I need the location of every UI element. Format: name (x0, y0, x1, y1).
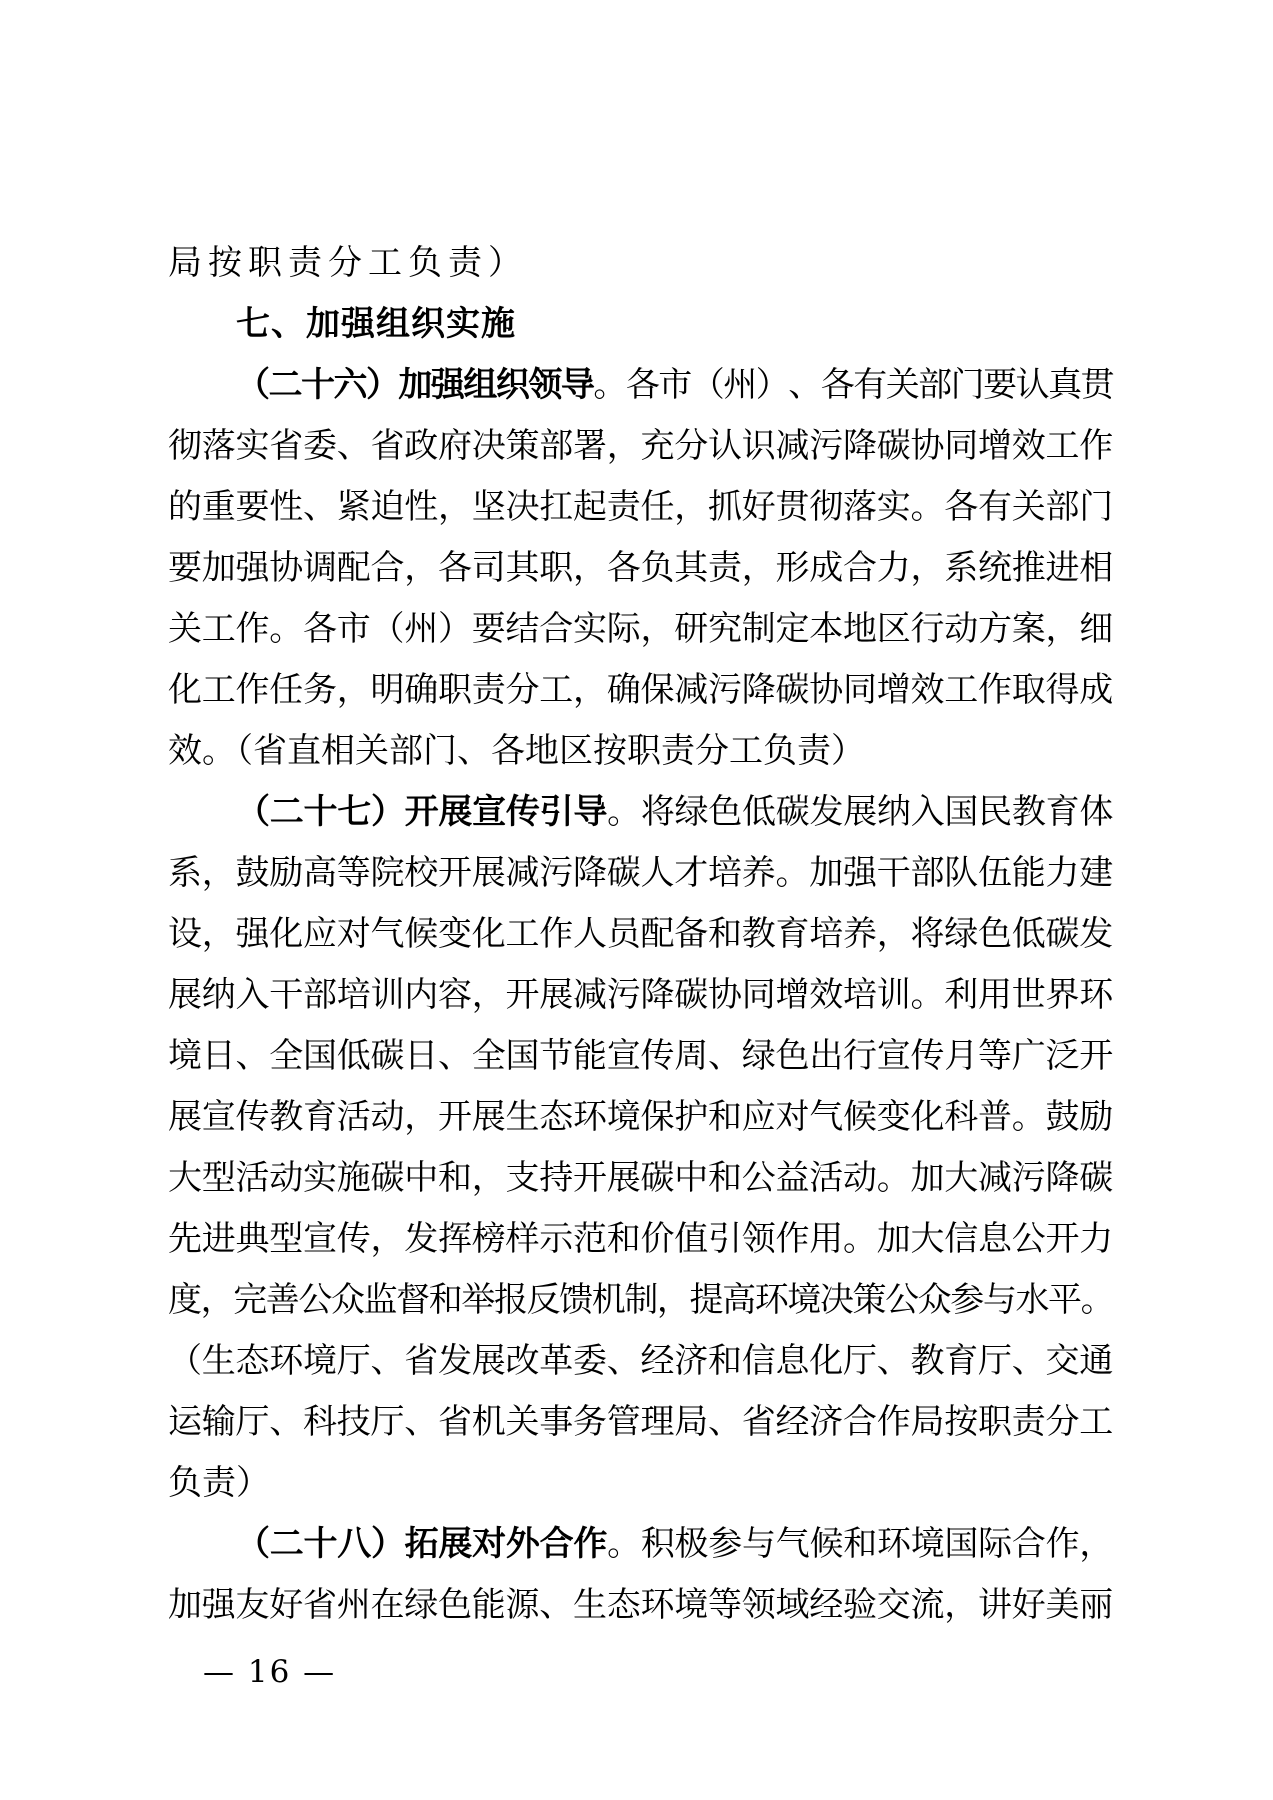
section-heading: 七、加强组织实施 (236, 304, 516, 344)
text-line: （ 二 十 七 ） 开 展 宣 传 引 导 。 将 绿 色 低 碳 发 展 纳 入 国 民 教 育 体 (236, 792, 1114, 832)
text-line: 彻 落 实 省 委 、 省 政 府 决 策 部 署 ， 充 分 认 识 减 污 降 碳 协 同 增 效 工 作 (168, 426, 1114, 466)
text-line: 大 型 活 动 实 施 碳 中 和 ， 支 持 开 展 碳 中 和 公 益 活 动 。 加 大 减 污 降 碳 (168, 1158, 1114, 1198)
text-line: （ 生 态 环 境 厅 、 省 发 展 改 革 委 、 经 济 和 信 息 化 厅 、 教 育 厅 、 交 通 (168, 1341, 1114, 1381)
text-line: 化 工 作 任 务 ， 明 确 职 责 分 工 ， 确 保 减 污 降 碳 协 同 增 效 工 作 取 得 成 (168, 670, 1114, 710)
text-line: 度 ， 完 善 公 众 监 督 和 举 报 反 馈 机 制 ， 提 高 环 境 决 策 公 众 参 与 水 平 。 (168, 1280, 1115, 1320)
text-line: 关 工 作 。 各 市 （ 州 ） 要 结 合 实 际 ， 研 究 制 定 本 地 区 行 动 方 案 ， 细 (168, 609, 1114, 649)
text-line: （ 二 十 八 ） 拓 展 对 外 合 作 。 积 极 参 与 气 候 和 环 境 国 际 合 作 ， (236, 1524, 1114, 1564)
text-line: 效。（省直相关部门、各地区按职责分工负责） (168, 731, 865, 771)
text-line: 系 ， 鼓 励 高 等 院 校 开 展 减 污 降 碳 人 才 培 养 。 加 强 干 部 队 伍 能 力 建 (168, 853, 1114, 893)
page-number: — 16 — (203, 1654, 337, 1690)
text-line: 负责） (168, 1463, 270, 1503)
text-line: 的 重 要 性 、 紧 迫 性 ， 坚 决 扛 起 责 任 ， 抓 好 贯 彻 落 实 。 各 有 关 部 门 (168, 487, 1114, 527)
text-line: 设 ， 强 化 应 对 气 候 变 化 工 作 人 员 配 备 和 教 育 培 养 ， 将 绿 色 低 碳 发 (168, 914, 1114, 954)
text-line: 局按职责分工负责） (168, 243, 528, 283)
text-line: 展 纳 入 干 部 培 训 内 容 ， 开 展 减 污 降 碳 协 同 增 效 培 训 。 利 用 世 界 环 (168, 975, 1114, 1015)
text-block (168, 233, 1113, 1636)
text-line: 境 日 、 全 国 低 碳 日 、 全 国 节 能 宣 传 周 、 绿 色 出 行 宣 传 月 等 广 泛 开 (168, 1036, 1114, 1076)
text-line: 要 加 强 协 调 配 合 ， 各 司 其 职 ， 各 负 其 责 ， 形 成 合 力 ， 系 统 推 进 相 (168, 548, 1114, 588)
text-line: 展 宣 传 教 育 活 动 ， 开 展 生 态 环 境 保 护 和 应 对 气 候 变 化 科 普 。 鼓 励 (168, 1097, 1114, 1137)
text-line: 先 进 典 型 宣 传 ， 发 挥 榜 样 示 范 和 价 值 引 领 作 用 。 加 大 信 息 公 开 力 (168, 1219, 1114, 1259)
text-line: 加 强 友 好 省 州 在 绿 色 能 源 、 生 态 环 境 等 领 域 经 验 交 流 ， 讲 好 美 丽 (168, 1585, 1114, 1625)
text-line: （ 二 十 六 ） 加 强 组 织 领 导 。 各 市 （ 州 ） 、 各 有 关 部 门 要 认 真 贯 (236, 365, 1115, 405)
text-line: 运 输 厅 、 科 技 厅 、 省 机 关 事 务 管 理 局 、 省 经 济 合 作 局 按 职 责 分 工 (168, 1402, 1114, 1442)
